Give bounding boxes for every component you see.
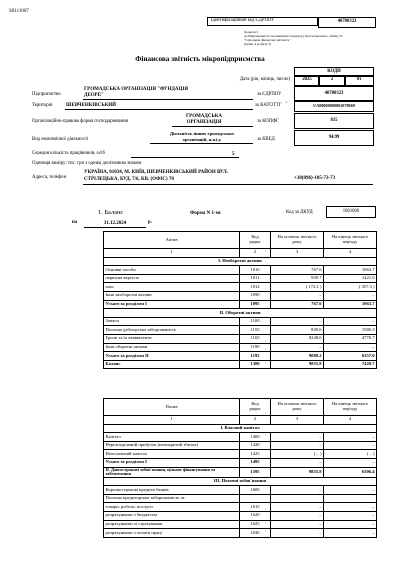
territory-footnote-mark: 1 (286, 100, 288, 104)
section-row (104, 424, 377, 433)
enterprise-code-label: за ЄДРПОУ (257, 92, 282, 97)
legal-form-underline (172, 126, 253, 127)
table-row (104, 503, 377, 512)
cell-start: 9855.8 (271, 360, 324, 369)
cell-label: Запаси (104, 317, 240, 326)
cell-label: знос (104, 283, 240, 292)
cell-start: 767.6 (271, 266, 324, 275)
cell-start: – (271, 343, 324, 352)
balance-on-label: на (72, 220, 78, 225)
territory-value: ШЕВЧЕНКІВСЬКИЙ (66, 103, 117, 108)
enterprise-underline (83, 99, 253, 100)
table-row (104, 317, 377, 326)
cell-label: Інші необоротні активи (104, 291, 240, 300)
cell-end: 6357.0 (324, 352, 377, 361)
main-title: Фінансова звітність мікропідприємства (135, 55, 265, 63)
assets-col-end: На кінець звітного періоду (324, 232, 377, 249)
cell-end: – (324, 291, 377, 300)
cell-start: – (271, 433, 324, 442)
cell-code: 1012 (240, 283, 271, 292)
cell-start: 8248.6 (271, 334, 324, 343)
table-row (104, 441, 377, 450)
cell-start (271, 494, 324, 503)
activity-value (150, 131, 254, 143)
balance-form-label: Форма N 1-мс (190, 211, 222, 216)
enterprise-name-line: ГРОМАДСЬКА ОРГАНІЗАЦІЯ "ФУНДАЦІЯ (84, 87, 188, 92)
enterprise-code: 40700323 (324, 90, 344, 96)
balance-title: 1. Баланс (98, 209, 124, 216)
date-day: 01 (356, 77, 362, 83)
cell-label: Гроші та їх еквіваленти (104, 334, 240, 343)
territory-code-label: за КАТОТТГ (255, 103, 282, 108)
table-row (104, 343, 377, 352)
total-row (104, 300, 377, 309)
cell-end: – (324, 486, 377, 495)
table-row (104, 450, 377, 459)
date-year: 2025 (302, 77, 312, 83)
address-line: СТРІЛЕЦЬКА, БУД. 7/6, КВ. (ОФІС) 70 (84, 176, 174, 182)
cell-end (324, 494, 377, 503)
cell-end: – (324, 317, 377, 326)
activity-line: організацій, н.в.і.у. (182, 136, 222, 142)
cell-code: 1011 (240, 274, 271, 283)
table-row (104, 266, 377, 275)
colnum: 3 (271, 416, 324, 425)
edrpou-code-box (318, 17, 376, 28)
cell-start: – (271, 291, 324, 300)
liabilities-table (103, 398, 377, 538)
territory-code: UA80000000001078669 (313, 102, 355, 108)
assets-header-row (104, 232, 377, 249)
enterprise-label: Підприємство (32, 92, 61, 97)
cell-code: 1625 (240, 520, 271, 529)
activity-code: 94.99 (328, 134, 340, 140)
cell-label: розрахунками з оплати праці (104, 529, 240, 538)
cell-start: 767.6 (271, 300, 324, 309)
cell-label: Інші оборотні активи (104, 343, 240, 352)
liab-col-label: Пасив (104, 399, 240, 416)
address-phone: +38(096)-105-73-73 (294, 176, 336, 181)
liab-header-row (104, 399, 377, 416)
cell-end: – (324, 503, 377, 512)
cell-label: первісна вартість (104, 274, 240, 283)
cell-end: 6306.4 (324, 467, 377, 477)
balance-year-suffix: р. (148, 220, 152, 225)
balance-date-underline (84, 227, 146, 228)
cell-code (240, 494, 271, 503)
colnum: 4 (324, 249, 377, 258)
cell-label: Капітал (104, 433, 240, 442)
activity-line: Діяльність інших громадських (169, 131, 235, 136)
activity-code-label: за КВЕД (257, 137, 275, 142)
legal-form-code-box (294, 113, 374, 129)
cell-code: 1165 (240, 334, 271, 343)
edrpou-label: Ідентифікаційний код ЄДРПОУ (211, 18, 275, 24)
table-row (104, 520, 377, 529)
cell-end: – (324, 511, 377, 520)
cell-end: – (324, 529, 377, 538)
section-title: I. Необоротні активи (104, 257, 377, 266)
cell-end: 7420.7 (324, 360, 377, 369)
assets-col-code: Код рядка (240, 232, 271, 249)
doc-code: S0111007 (9, 9, 29, 14)
cell-end: – (324, 433, 377, 442)
annex-line: (пункт 4 розділу I) (244, 42, 271, 47)
activity-underline (150, 143, 253, 144)
enterprise-name (84, 87, 188, 99)
cell-label: розрахунками зі страхування (104, 520, 240, 529)
address-line: УКРАЇНА, 01034, М. КИЇВ, ШЕВЧЕНКІВСЬКИЙ РАЙОН ВУЛ. (84, 170, 228, 175)
cell-start: – (271, 458, 324, 467)
cell-start: – (271, 511, 324, 520)
employees-value: 5 (232, 152, 235, 157)
section-title: I. Власний капітал (104, 424, 377, 433)
cell-code: 1425 (240, 450, 271, 459)
annex-note (244, 30, 343, 46)
cell-end: – (324, 343, 377, 352)
cell-end: 1586.3 (324, 326, 377, 335)
address-value (84, 170, 228, 184)
section-title: III. Поточні зобов'язання (104, 477, 377, 486)
cell-start: 9088.2 (271, 352, 324, 361)
colnum: 3 (271, 249, 324, 258)
cell-label: Усього за розділом I (104, 458, 240, 467)
cell-end: 1063.7 (324, 300, 377, 309)
colnum: 1 (104, 416, 240, 425)
cell-code: 1155 (240, 326, 271, 335)
cell-code: 1400 (240, 433, 271, 442)
cell-start: – (271, 441, 324, 450)
employees-label: Середня кількість працівників, осіб (32, 151, 105, 156)
legal-form-value (172, 114, 236, 126)
table-row (104, 326, 377, 335)
assets-table (103, 231, 377, 369)
cell-label: Баланс (104, 360, 240, 369)
edrpou-code: 40700323 (337, 19, 357, 25)
table-row (104, 433, 377, 442)
total-row (104, 352, 377, 361)
date-year-box (294, 75, 320, 86)
balance-date: 31.12.2024 (103, 221, 127, 226)
cell-code: 1615 (240, 503, 271, 512)
section-row (104, 309, 377, 318)
section-title: II. Оборотні активи (104, 309, 377, 318)
cell-label: Основні засоби (104, 266, 240, 275)
cell-label: Усього за розділом I (104, 300, 240, 309)
section-row (104, 477, 377, 486)
table-row (104, 283, 377, 292)
cell-label: Неоплачений капітал (104, 450, 240, 459)
table-row (104, 511, 377, 520)
date-month-box (318, 75, 346, 86)
balance-dkud-box (326, 206, 376, 218)
liab-col-code: Код рядка (240, 399, 271, 416)
territory-underline (65, 109, 253, 110)
table-row (104, 291, 377, 300)
cell-start: ( 172.1 ) (271, 283, 324, 292)
cell-end: 1063.7 (324, 266, 377, 275)
cell-label: Поточна дебіторська заборгованість (104, 326, 240, 335)
enterprise-name-line: ДЕОРЕ" (84, 93, 104, 99)
colnum: 1 (104, 249, 240, 258)
cell-label: товари, роботи, послуги (104, 503, 240, 512)
cell-code: 1095 (240, 300, 271, 309)
liab-col-end: На кінець звітного періоду (324, 399, 377, 416)
date-day-box (344, 75, 374, 86)
activity-label: Вид економічної діяльності (32, 137, 89, 142)
legal-form-code-label: за КОПФГ (257, 119, 279, 124)
cell-start: – (271, 529, 324, 538)
cell-end: 1421.0 (324, 274, 377, 283)
cell-end: ( – ) (324, 450, 377, 459)
liab-col-start: На початок звітного року (271, 399, 324, 416)
colnum: 4 (324, 416, 377, 425)
table-row (104, 486, 377, 495)
cell-code: 1010 (240, 266, 271, 275)
employees-underline (131, 157, 239, 158)
cell-label: Нерозподілений прибуток (непокритий збиток) (104, 441, 240, 450)
cell-code: 1100 (240, 317, 271, 326)
cell-label: Усього за розділом II (104, 352, 240, 361)
cell-code: 1600 (240, 486, 271, 495)
legal-form-line: ОРГАНІЗАЦІЯ (186, 120, 222, 125)
cell-code: 1300 (240, 360, 271, 369)
date-label: Дата (рік, місяць, число) (239, 77, 290, 82)
edrpou-label-box (207, 17, 318, 26)
cell-end: – (324, 441, 377, 450)
cell-end: – (324, 520, 377, 529)
activity-code-box (294, 130, 374, 146)
cell-label: Короткострокові кредити банків (104, 486, 240, 495)
cell-end: 4770.7 (324, 334, 377, 343)
colnum: 2 (240, 416, 271, 425)
cell-start: 9855.8 (271, 467, 324, 477)
table-row (104, 494, 377, 503)
codes-label: КОДИ (327, 68, 341, 74)
cell-start: – (271, 317, 324, 326)
assets-colnum-row (104, 249, 377, 258)
cell-start: ( – ) (271, 450, 324, 459)
annex-line: "Спрощена фінансова звітність" (244, 38, 291, 43)
cell-start: – (271, 486, 324, 495)
cell-label: Поточна кредиторська заборгованість за: (104, 494, 240, 503)
cell-start: – (271, 520, 324, 529)
address-underline (83, 184, 373, 185)
legal-form-line: ГРОМАДСЬКА (185, 114, 223, 119)
table-row (104, 334, 377, 343)
cell-code: 1420 (240, 441, 271, 450)
table-row (104, 529, 377, 538)
cell-start: 939.7 (271, 274, 324, 283)
cell-label: II. Довгострокові зобов'язання, цільове фінансування та забезпечення (104, 467, 240, 477)
cell-code: 1090 (240, 291, 271, 300)
cell-label: розрахунками з бюджетом (104, 511, 240, 520)
cell-code: 1620 (240, 511, 271, 520)
colnum: 2 (240, 249, 271, 258)
cell-end: – (324, 458, 377, 467)
cell-code: 1495 (240, 458, 271, 467)
territory-code-box (294, 100, 374, 112)
assets-col-start: На початок звітного року (271, 232, 324, 249)
total-row (104, 360, 377, 369)
cell-code: 1190 (240, 343, 271, 352)
unit-label: Одиниця виміру: тис. грн з одним десятковим знаком (32, 161, 142, 166)
cell-code: 1595 (240, 467, 271, 477)
legal-form-label: Організаційно-правова форма господарювання (32, 119, 128, 124)
total-row (104, 458, 377, 467)
liab-colnum-row (104, 416, 377, 425)
cell-end: ( 357.3 ) (324, 283, 377, 292)
cell-start: 839.6 (271, 326, 324, 335)
territory-label: Територія (32, 103, 53, 108)
legal-form-code: 815 (330, 117, 338, 123)
total-row (104, 467, 377, 477)
assets-col-label: Актив (104, 232, 240, 249)
section-row (104, 257, 377, 266)
date-month: 2 (330, 77, 334, 83)
address-label: Адреса, телефон (32, 175, 67, 180)
annex-line: Додаток 2 (244, 30, 259, 34)
balance-dkud-label: Код за ДКУД (286, 210, 313, 215)
cell-code: 1630 (240, 529, 271, 538)
balance-dkud-code: 1801006 (342, 208, 360, 214)
table-row (104, 274, 377, 283)
cell-start: – (271, 503, 324, 512)
annex-line: до Національного положення (стандарту) бухгалтерського обліку 25 (244, 34, 343, 39)
cell-code: 1195 (240, 352, 271, 361)
